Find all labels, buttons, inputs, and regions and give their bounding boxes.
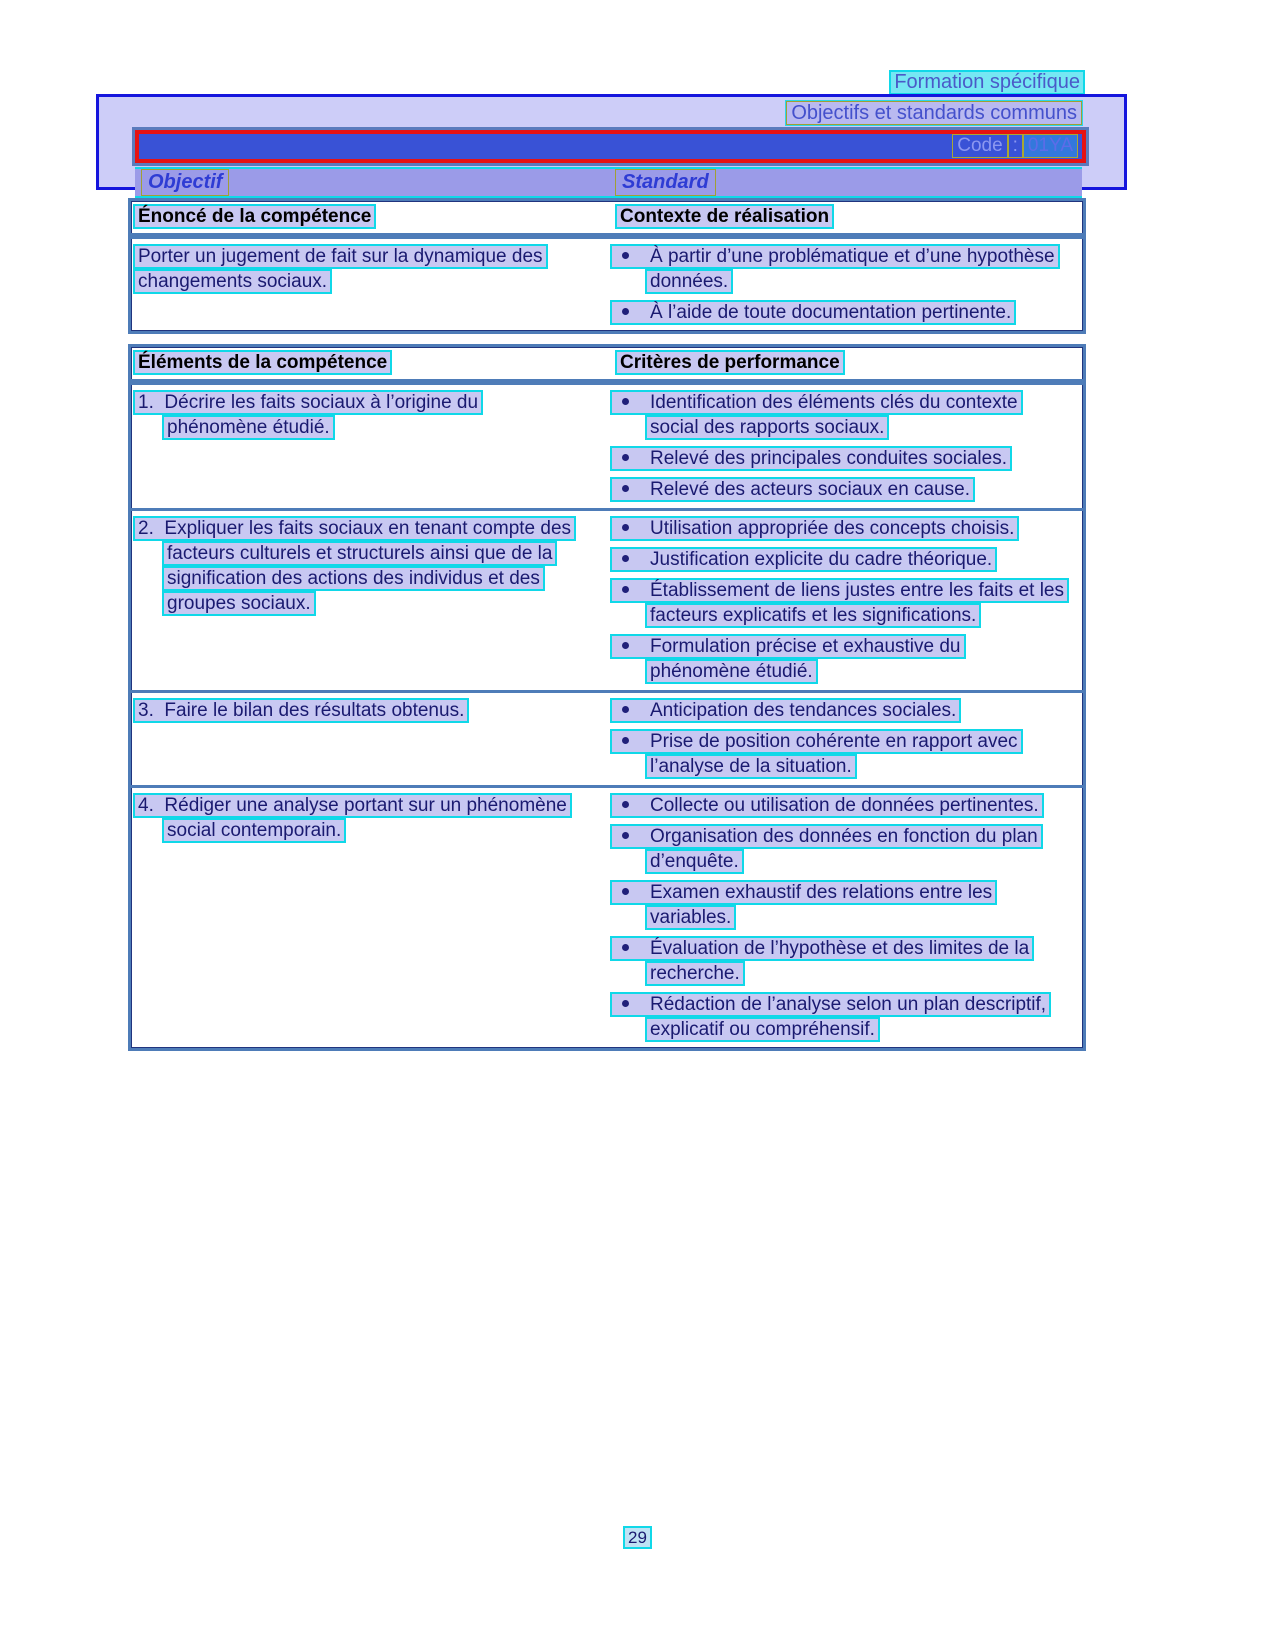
criteria-text: À l’aide de toute documentation pertinente. <box>610 300 1016 325</box>
objectif-standard-band <box>135 167 1082 198</box>
criteria-text: Justification explicite du cadre théorique. <box>610 547 997 572</box>
statement-line <box>133 390 605 415</box>
left-cell <box>131 244 605 325</box>
header-box <box>96 94 1127 193</box>
code-bar <box>135 130 1086 163</box>
statement-line <box>133 244 605 269</box>
criteria-line <box>610 477 1083 502</box>
criteria-line <box>645 961 1083 986</box>
statement-text: social contemporain. <box>162 818 346 843</box>
criteria-bullet <box>605 477 1083 502</box>
bullet-dot-icon <box>622 737 629 744</box>
criteria-bullet <box>605 578 1083 628</box>
standard-column-label: Standard <box>615 169 716 196</box>
left-cell <box>131 390 605 502</box>
criteria-line <box>610 824 1083 849</box>
criteria-bullet <box>605 446 1083 471</box>
left-cell <box>131 516 605 684</box>
bullet-dot-icon <box>622 485 629 492</box>
competence-table <box>128 198 1086 334</box>
bullet-dot-icon <box>622 252 629 259</box>
enonce-competence-header: Énoncé de la compétence <box>133 204 376 229</box>
criteria-bullet <box>605 936 1083 986</box>
criteria-bullet <box>605 547 1083 572</box>
criteria-line <box>610 547 1083 572</box>
header-cell-left <box>131 204 605 229</box>
criteria-text: Prise de position cohérente en rapport avec <box>610 729 1023 754</box>
criteria-text: Utilisation appropriée des concepts choisis. <box>610 516 1019 541</box>
criteria-bullet <box>605 880 1083 930</box>
statement-text: phénomène étudié. <box>162 415 335 440</box>
criteria-line <box>645 415 1083 440</box>
contexte-realisation-header: Contexte de réalisation <box>615 204 834 229</box>
bullet-dot-icon <box>622 586 629 593</box>
criteria-bullet <box>605 824 1083 874</box>
bullet-dot-icon <box>622 1000 629 1007</box>
criteria-text: d’enquête. <box>645 849 744 874</box>
statement-text: signification des actions des individus et des <box>162 566 545 591</box>
bullet-dot-icon <box>622 642 629 649</box>
statement-line <box>162 818 605 843</box>
right-cell <box>605 793 1083 1042</box>
page-number: 29 <box>623 1526 652 1549</box>
criteria-bullet <box>605 634 1083 684</box>
criteria-text: Rédaction de l’analyse selon un plan descriptif, <box>610 992 1051 1017</box>
statement-line <box>133 269 605 294</box>
criteria-text: Évaluation de l’hypothèse et des limites de la <box>610 936 1034 961</box>
statement-text: Porter un jugement de fait sur la dynamique des <box>133 244 548 269</box>
bullet-dot-icon <box>622 801 629 808</box>
statement-text: groupes sociaux. <box>162 591 316 616</box>
elements-competence-header: Éléments de la compétence <box>133 350 392 375</box>
formation-specifique-label: Formation spécifique <box>889 70 1085 95</box>
left-cell <box>131 793 605 1042</box>
criteria-text: variables. <box>645 905 736 930</box>
statement-line <box>162 591 605 616</box>
code-label: Code <box>952 134 1007 158</box>
statement-line <box>162 415 605 440</box>
bullet-dot-icon <box>622 706 629 713</box>
criteria-text: Relevé des principales conduites sociales. <box>610 446 1012 471</box>
criteria-line <box>645 269 1083 294</box>
criteria-text: Identification des éléments clés du contexte <box>610 390 1023 415</box>
criteria-line <box>645 659 1083 684</box>
header-cell-left <box>131 350 605 375</box>
bullet-dot-icon <box>622 888 629 895</box>
table-row <box>131 508 1083 690</box>
criteria-line <box>610 516 1083 541</box>
criteria-bullet <box>605 244 1083 294</box>
criteria-line <box>610 793 1083 818</box>
code-separator: : <box>1008 134 1023 158</box>
statement-line <box>133 516 605 541</box>
tables-area <box>128 198 1086 1061</box>
page-number-area <box>0 1526 1275 1549</box>
right-cell <box>605 516 1083 684</box>
header-cell-right <box>605 204 1083 229</box>
criteria-text: phénomène étudié. <box>645 659 818 684</box>
criteria-bullet <box>605 698 1083 723</box>
objectif-column-label: Objectif <box>141 169 229 196</box>
criteria-line <box>610 992 1083 1017</box>
criteria-text: Relevé des acteurs sociaux en cause. <box>610 477 975 502</box>
criteria-bullet <box>605 992 1083 1042</box>
criteria-text: recherche. <box>645 961 745 986</box>
bullet-dot-icon <box>622 832 629 839</box>
criteria-text: Anticipation des tendances sociales. <box>610 698 961 723</box>
criteria-text: Organisation des données en fonction du plan <box>610 824 1043 849</box>
criteria-line <box>610 880 1083 905</box>
table-row <box>131 236 1083 331</box>
bullet-dot-icon <box>622 308 629 315</box>
subtitle-line <box>99 97 1124 125</box>
table-header-row <box>131 201 1083 236</box>
statement-line <box>162 541 605 566</box>
criteria-line <box>645 849 1083 874</box>
subtitle-label: Objectifs et standards communs <box>786 101 1082 125</box>
statement-text: 2. Expliquer les faits sociaux en tenant compte des <box>133 516 576 541</box>
right-cell <box>605 390 1083 502</box>
criteria-line <box>610 446 1083 471</box>
statement-text: 3. Faire le bilan des résultats obtenus. <box>133 698 469 723</box>
criteria-line <box>645 754 1083 779</box>
criteria-bullet <box>605 729 1083 779</box>
criteria-text: l’analyse de la situation. <box>645 754 857 779</box>
statement-text: facteurs culturels et structurels ainsi que de la <box>162 541 557 566</box>
statement-line <box>162 566 605 591</box>
table-row <box>131 785 1083 1048</box>
criteria-line <box>610 936 1083 961</box>
bullet-dot-icon <box>622 398 629 405</box>
criteria-text: Établissement de liens justes entre les faits et les <box>610 578 1069 603</box>
criteria-line <box>610 698 1083 723</box>
criteria-line <box>645 1017 1083 1042</box>
bullet-dot-icon <box>622 454 629 461</box>
criteria-text: social des rapports sociaux. <box>645 415 889 440</box>
criteria-line <box>610 390 1083 415</box>
statement-line <box>133 698 605 723</box>
section-label <box>889 70 1085 95</box>
table-row <box>131 690 1083 785</box>
statement-text: changements sociaux. <box>133 269 332 294</box>
criteria-line <box>610 729 1083 754</box>
bullet-dot-icon <box>622 555 629 562</box>
table-row <box>131 382 1083 508</box>
criteria-text: données. <box>645 269 733 294</box>
criteria-line <box>610 634 1083 659</box>
table-header-row <box>131 347 1083 382</box>
statement-line <box>133 793 605 818</box>
right-cell <box>605 698 1083 779</box>
criteria-bullet <box>605 390 1083 440</box>
criteria-line <box>610 578 1083 603</box>
criteria-bullet <box>605 516 1083 541</box>
criteria-text: Collecte ou utilisation de données pertinentes. <box>610 793 1044 818</box>
criteria-text: facteurs explicatifs et les significations. <box>645 603 981 628</box>
criteria-text: À partir d’une problématique et d’une hypothèse <box>610 244 1060 269</box>
criteria-text: Formulation précise et exhaustive du <box>610 634 966 659</box>
header-cell-right <box>605 350 1083 375</box>
criteria-line <box>610 244 1083 269</box>
criteria-text: Examen exhaustif des relations entre les <box>610 880 997 905</box>
bullet-dot-icon <box>622 524 629 531</box>
criteria-bullet <box>605 793 1083 818</box>
right-cell <box>605 244 1083 325</box>
criteria-line <box>610 300 1083 325</box>
criteria-bullet <box>605 300 1083 325</box>
left-cell <box>131 698 605 779</box>
criteres-performance-header: Critères de performance <box>615 350 845 375</box>
elements-table <box>128 344 1086 1051</box>
statement-text: 4. Rédiger une analyse portant sur un phénomène <box>133 793 572 818</box>
criteria-line <box>645 603 1083 628</box>
statement-text: 1. Décrire les faits sociaux à l’origine du <box>133 390 483 415</box>
criteria-line <box>645 905 1083 930</box>
criteria-text: explicatif ou compréhensif. <box>645 1017 880 1042</box>
code-value: 01YA <box>1023 134 1078 158</box>
bullet-dot-icon <box>622 944 629 951</box>
